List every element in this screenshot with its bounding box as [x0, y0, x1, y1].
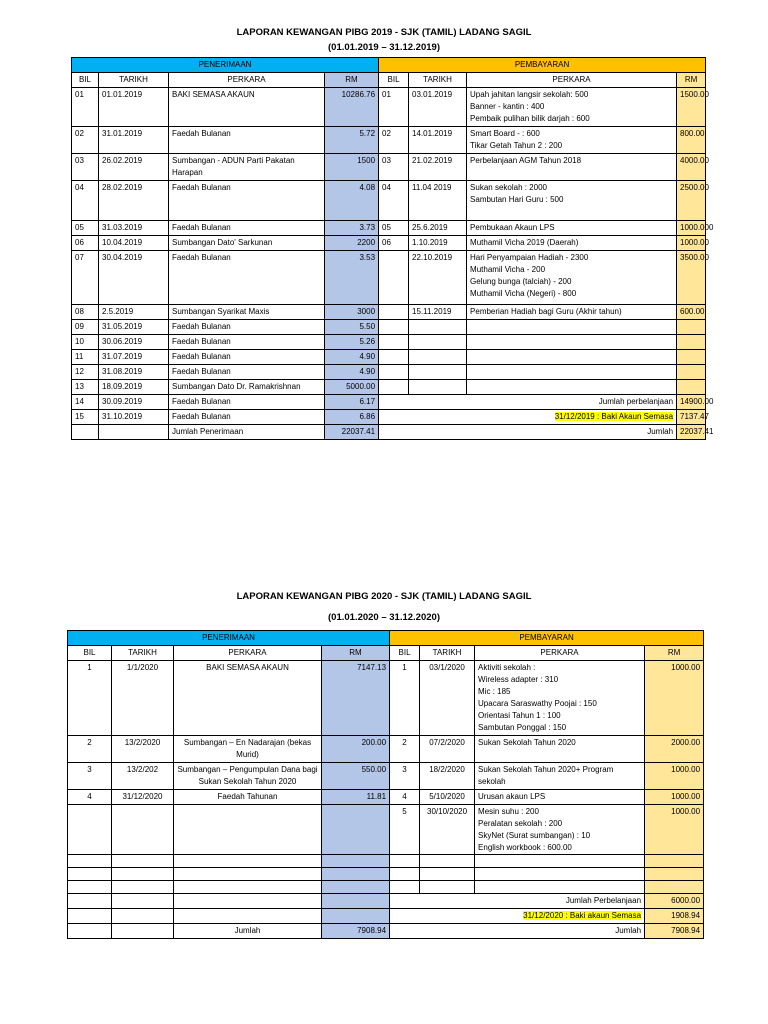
payment-amount	[645, 855, 704, 868]
payment-amount: 1000.00	[645, 661, 704, 736]
receipt-date	[112, 868, 174, 881]
receipt-amount	[322, 805, 390, 855]
receipts-header: PENERIMAAN	[68, 631, 390, 646]
receipt-date: 1/1/2020	[112, 661, 174, 736]
payment-bil: 04	[379, 181, 409, 221]
payment-amount: 1500.00	[677, 88, 706, 127]
receipt-amount: 5.50	[325, 320, 379, 335]
receipt-bil	[68, 894, 112, 909]
payment-amount: 1000.00	[645, 805, 704, 855]
payment-date: 22.10.2019	[409, 251, 467, 305]
receipt-bil: 02	[72, 127, 99, 154]
receipt-item	[174, 909, 322, 924]
receipt-bil: 1	[68, 661, 112, 736]
payment-item-line: Sukan sekolah : 2000	[470, 183, 547, 192]
table-row	[72, 425, 706, 440]
payment-summary-text: Jumlah Perbelanjaan	[565, 896, 642, 905]
receipt-date: 28.02.2019	[99, 181, 169, 221]
receipt-amount	[322, 894, 390, 909]
payment-item-line: Pembaik pulihan bilik darjah : 600	[470, 114, 590, 123]
receipt-amount	[322, 868, 390, 881]
payment-bil: 1	[390, 661, 420, 736]
table-row	[72, 181, 706, 221]
table-row	[68, 763, 704, 790]
receipt-item: Sumbangan - ADUN Parti Pakatan Harapan	[169, 154, 325, 181]
payment-summary-label	[379, 425, 677, 440]
receipt-item: Sumbangan – En Nadarajan (bekas Murid)	[174, 736, 322, 763]
receipts-header: PENERIMAAN	[72, 58, 379, 73]
payment-item	[467, 251, 677, 305]
payment-item-line: Pemberian Hadiah bagi Guru (Akhir tahun)	[470, 307, 622, 316]
col-bil: BIL	[72, 73, 99, 88]
table-row	[72, 221, 706, 236]
payment-item-line: Sambutan Hari Guru : 500	[470, 195, 564, 204]
payment-bil	[379, 305, 409, 320]
payment-amount: 1000.000	[677, 221, 706, 236]
payment-bil: 05	[379, 221, 409, 236]
receipt-amount	[322, 909, 390, 924]
payment-bil: 2	[390, 736, 420, 763]
table-row	[68, 855, 704, 868]
payment-summary-label	[390, 924, 645, 939]
payment-bil	[379, 335, 409, 350]
receipt-amount: 4.90	[325, 365, 379, 380]
receipt-amount: 7908.94	[322, 924, 390, 939]
payments-header: PEMBAYARAN	[390, 631, 704, 646]
report-2020-title: LAPORAN KEWANGAN PIBG 2020 - SJK (TAMIL) LADANG SAGIL	[236, 591, 532, 602]
payment-bil	[379, 251, 409, 305]
payment-item-line: Muthamil Vicha - 200	[470, 265, 546, 274]
payment-item	[467, 305, 677, 320]
payment-amount: 6000.00	[645, 894, 704, 909]
table-row	[72, 365, 706, 380]
payment-item-line: Peralatan sekolah : 200	[478, 819, 563, 828]
receipt-date	[112, 855, 174, 868]
payment-amount	[645, 881, 704, 894]
receipt-date	[112, 894, 174, 909]
receipt-bil: 05	[72, 221, 99, 236]
payment-amount	[677, 380, 706, 395]
payment-item	[467, 236, 677, 251]
payment-item	[467, 127, 677, 154]
receipt-date	[112, 881, 174, 894]
receipt-item: Faedah Bulanan	[169, 410, 325, 425]
payment-amount	[677, 365, 706, 380]
receipt-bil: 13	[72, 380, 99, 395]
col-perkara: PERKARA	[169, 73, 325, 88]
payment-amount: 7908.94	[645, 924, 704, 939]
payment-amount: 2500.00	[677, 181, 706, 221]
receipt-date: 10.04.2019	[99, 236, 169, 251]
receipt-amount: 3000	[325, 305, 379, 320]
receipt-item: Faedah Bulanan	[169, 251, 325, 305]
payment-date	[420, 868, 475, 881]
table-row	[68, 805, 704, 855]
receipt-item: Faedah Bulanan	[169, 320, 325, 335]
receipt-item: Jumlah Penerimaan	[169, 425, 325, 440]
payment-date	[420, 881, 475, 894]
table-row	[68, 894, 704, 909]
receipt-bil: 2	[68, 736, 112, 763]
payment-item	[475, 736, 645, 763]
payment-bil: 03	[379, 154, 409, 181]
table-row	[68, 881, 704, 894]
receipt-item: Faedah Bulanan	[169, 221, 325, 236]
receipt-date: 26.02.2019	[99, 154, 169, 181]
payment-amount	[645, 868, 704, 881]
col-tarikh: TARIKH	[99, 73, 169, 88]
receipt-item	[174, 805, 322, 855]
payment-date: 18/2/2020	[420, 763, 475, 790]
payment-item-line: Aktiviti sekolah :	[478, 663, 536, 672]
col-tarikh: TARIKH	[420, 646, 475, 661]
payment-amount: 22037.41	[677, 425, 706, 440]
payment-item-line: Mesin suhu : 200	[478, 807, 539, 816]
payment-amount: 1000.00	[677, 236, 706, 251]
receipt-bil: 08	[72, 305, 99, 320]
payment-item-line: Smart Board - : 600	[470, 129, 540, 138]
receipt-amount: 5000.00	[325, 380, 379, 395]
receipt-date: 13/2/2020	[112, 736, 174, 763]
receipt-date	[112, 805, 174, 855]
receipt-item: Faedah Bulanan	[169, 350, 325, 365]
payment-amount	[677, 320, 706, 335]
payment-date: 14.01.2019	[409, 127, 467, 154]
payment-amount: 600.00	[677, 305, 706, 320]
receipt-date: 30.06.2019	[99, 335, 169, 350]
receipt-date: 31.05.2019	[99, 320, 169, 335]
receipt-amount: 22037.41	[325, 425, 379, 440]
receipt-amount: 4.90	[325, 350, 379, 365]
payment-item-line: Muthamil Vicha (Negeri) - 800	[470, 289, 577, 298]
receipt-item: Sumbangan – Pengumpulan Dana bagi Sukan Sekolah Tahun 2020	[174, 763, 322, 790]
payment-item	[475, 805, 645, 855]
receipt-item: Sumbangan Dato Dr. Ramakrishnan	[169, 380, 325, 395]
payment-amount: 4000.00	[677, 154, 706, 181]
table-row	[72, 236, 706, 251]
receipt-amount: 6.17	[325, 395, 379, 410]
receipt-bil	[68, 924, 112, 939]
receipt-date: 31.08.2019	[99, 365, 169, 380]
payment-summary-text: Jumlah perbelanjaan	[598, 397, 674, 406]
table-row	[68, 790, 704, 805]
receipt-item: Faedah Bulanan	[169, 395, 325, 410]
table-row	[68, 924, 704, 939]
receipt-date: 31/12/2020	[112, 790, 174, 805]
payment-bil: 4	[390, 790, 420, 805]
payment-date	[409, 350, 467, 365]
payment-item	[475, 868, 645, 881]
receipt-bil: 04	[72, 181, 99, 221]
receipt-bil: 14	[72, 395, 99, 410]
receipt-date: 30.09.2019	[99, 395, 169, 410]
receipt-amount: 3.53	[325, 251, 379, 305]
payment-item-line: Banner - kantin : 400	[470, 102, 545, 111]
table-row	[68, 661, 704, 736]
payment-item-line: Mic : 185	[478, 687, 511, 696]
table-row	[68, 868, 704, 881]
col-tarikh: TARIKH	[112, 646, 174, 661]
receipt-bil: 15	[72, 410, 99, 425]
col-rm: RM	[325, 73, 379, 88]
payment-item-line: Upacara Saraswathy Poojai : 150	[478, 699, 597, 708]
receipt-item	[174, 881, 322, 894]
payment-date: 03.01.2019	[409, 88, 467, 127]
report-2020-period: (01.01.2020 – 31.12.2020)	[328, 612, 440, 623]
report-2019-title: LAPORAN KEWANGAN PIBG 2019 - SJK (TAMIL) LADANG SAGIL	[236, 27, 532, 38]
payment-item	[467, 320, 677, 335]
receipt-amount: 7147.13	[322, 661, 390, 736]
receipt-bil: 09	[72, 320, 99, 335]
payments-header: PEMBAYARAN	[379, 58, 706, 73]
payment-date: 30/10/2020	[420, 805, 475, 855]
payment-item-line: Tikar Getah Tahun 2 : 200	[470, 141, 563, 150]
payment-amount	[677, 350, 706, 365]
receipt-date: 01.01.2019	[99, 88, 169, 127]
payment-summary-label	[390, 894, 645, 909]
col-perkara: PERKARA	[174, 646, 322, 661]
payment-date: 1.10.2019	[409, 236, 467, 251]
receipt-bil: 06	[72, 236, 99, 251]
table-row	[72, 350, 706, 365]
payment-bil: 3	[390, 763, 420, 790]
report-2019-table	[71, 57, 714, 440]
receipt-item	[174, 855, 322, 868]
payment-bil	[390, 868, 420, 881]
payment-item	[475, 881, 645, 894]
payment-item-line: SkyNet (Surat sumbangan) : 10	[478, 831, 591, 840]
payment-summary-label	[390, 909, 645, 924]
payment-amount: 800.00	[677, 127, 706, 154]
payment-item-line: Perbelanjaan AGM Tahun 2018	[470, 156, 582, 165]
payment-item	[475, 790, 645, 805]
receipt-bil	[68, 868, 112, 881]
receipt-bil: 07	[72, 251, 99, 305]
payment-item	[467, 365, 677, 380]
payment-amount: 2000.00	[645, 736, 704, 763]
payment-date: 15.11.2019	[409, 305, 467, 320]
payment-summary-text: 31/12/2020 : Baki akaun Semasa	[523, 911, 642, 920]
payment-item	[467, 335, 677, 350]
payment-item-line: Pembukaan Akaun LPS	[470, 223, 555, 232]
payment-date: 11.04 2019	[409, 181, 467, 221]
receipt-date: 13/2/202	[112, 763, 174, 790]
payment-item-line: Muthamil Vicha 2019 (Daerah)	[470, 238, 579, 247]
payment-amount: 7137.47	[677, 410, 706, 425]
payment-item-line: English workbook : 600.00	[478, 843, 572, 852]
payment-bil	[379, 365, 409, 380]
col-tarikh: TARIKH	[409, 73, 467, 88]
receipt-date: 31.07.2019	[99, 350, 169, 365]
receipt-item: Jumlah	[174, 924, 322, 939]
payment-item-line: Upah jahitan langsir sekolah: 500	[470, 90, 589, 99]
table-row	[72, 335, 706, 350]
payment-amount: 1000.00	[645, 763, 704, 790]
receipt-item: BAKI SEMASA AKAUN	[174, 661, 322, 736]
receipt-bil: 11	[72, 350, 99, 365]
receipt-date: 18.09.2019	[99, 380, 169, 395]
receipt-date: 31.03.2019	[99, 221, 169, 236]
col-rm: RM	[677, 73, 706, 88]
col-perkara: PERKARA	[467, 73, 677, 88]
payment-bil	[390, 855, 420, 868]
receipt-item: Faedah Bulanan	[169, 365, 325, 380]
receipt-amount: 200.00	[322, 736, 390, 763]
payment-item	[467, 380, 677, 395]
receipt-date: 31.10.2019	[99, 410, 169, 425]
payment-bil	[379, 380, 409, 395]
payment-item	[467, 154, 677, 181]
payment-summary-text: 31/12/2019 : Baki Akaun Semasa	[554, 412, 674, 421]
receipt-amount	[322, 881, 390, 894]
payment-item-line: Sambutan Ponggal : 150	[478, 723, 567, 732]
receipt-bil	[68, 805, 112, 855]
receipt-amount	[322, 855, 390, 868]
receipt-amount: 6.86	[325, 410, 379, 425]
payment-item	[467, 221, 677, 236]
receipt-amount: 1500	[325, 154, 379, 181]
payment-item-line: Sukan Sekolah Tahun 2020+ Program sekolah	[478, 765, 614, 786]
receipt-item: Sumbangan Dato' Sarkunan	[169, 236, 325, 251]
payment-amount: 1908.94	[645, 909, 704, 924]
payment-date	[409, 320, 467, 335]
payment-date	[409, 365, 467, 380]
receipt-date: 2.5.2019	[99, 305, 169, 320]
table-row	[72, 395, 706, 410]
table-row	[72, 320, 706, 335]
payment-item-line: Sukan Sekolah Tahun 2020	[478, 738, 576, 747]
receipt-amount: 11.81	[322, 790, 390, 805]
receipt-bil	[68, 855, 112, 868]
receipt-bil: 3	[68, 763, 112, 790]
receipt-amount: 3.73	[325, 221, 379, 236]
payment-date: 21.02.2019	[409, 154, 467, 181]
payment-item-line: Gelung bunga (talciah) - 200	[470, 277, 572, 286]
payment-item-line: Orientasi Tahun 1 : 100	[478, 711, 561, 720]
payment-date: 25.6.2019	[409, 221, 467, 236]
table-row	[72, 305, 706, 320]
payment-summary-label	[379, 395, 677, 410]
receipt-bil: 4	[68, 790, 112, 805]
payment-date	[409, 335, 467, 350]
payment-item-line: Hari Penyampaian Hadiah - 2300	[470, 253, 589, 262]
payment-date: 07/2/2020	[420, 736, 475, 763]
payment-bil: 06	[379, 236, 409, 251]
table-row	[72, 251, 706, 305]
receipt-item: Faedah Bulanan	[169, 335, 325, 350]
table-row	[72, 127, 706, 154]
payment-bil: 02	[379, 127, 409, 154]
receipt-date	[112, 924, 174, 939]
receipt-date	[99, 425, 169, 440]
payment-item	[467, 181, 677, 221]
receipt-bil	[72, 425, 99, 440]
payment-item	[475, 855, 645, 868]
payment-summary-label	[379, 410, 677, 425]
report-2020-table	[67, 630, 704, 939]
payment-bil: 01	[379, 88, 409, 127]
payment-item	[475, 763, 645, 790]
payment-item	[475, 661, 645, 736]
payment-bil	[379, 320, 409, 335]
table-row	[72, 380, 706, 395]
receipt-amount: 5.72	[325, 127, 379, 154]
receipt-item: Faedah Tahunan	[174, 790, 322, 805]
payment-amount: 1000.00	[645, 790, 704, 805]
col-rm: RM	[645, 646, 704, 661]
receipt-item: Faedah Bulanan	[169, 127, 325, 154]
table-row	[68, 736, 704, 763]
col-rm: RM	[322, 646, 390, 661]
receipt-amount: 5.26	[325, 335, 379, 350]
receipt-amount: 2200	[325, 236, 379, 251]
payment-amount	[677, 335, 706, 350]
receipt-item	[174, 868, 322, 881]
payment-amount: 3500.00	[677, 251, 706, 305]
payment-date: 03/1/2020	[420, 661, 475, 736]
payment-item-line: Urusan akaun LPS	[478, 792, 546, 801]
payment-summary-text: Jumlah	[615, 926, 642, 935]
receipt-item: BAKI SEMASA AKAUN	[169, 88, 325, 127]
table-row	[72, 88, 706, 127]
payment-summary-text: Jumlah	[647, 427, 674, 436]
payment-date: 5/10/2020	[420, 790, 475, 805]
receipt-date	[112, 909, 174, 924]
payment-bil	[379, 350, 409, 365]
receipt-date: 31.01.2019	[99, 127, 169, 154]
payment-item	[467, 350, 677, 365]
receipt-bil	[68, 881, 112, 894]
col-bil: BIL	[379, 73, 409, 88]
col-bil: BIL	[68, 646, 112, 661]
table-row	[72, 410, 706, 425]
report-2019-period: (01.01.2019 – 31.12.2019)	[328, 42, 440, 53]
receipt-item: Sumbangan Syarikat Maxis	[169, 305, 325, 320]
receipt-amount: 10286.76	[325, 88, 379, 127]
receipt-item	[174, 894, 322, 909]
receipt-bil: 12	[72, 365, 99, 380]
receipt-bil: 03	[72, 154, 99, 181]
receipt-bil: 01	[72, 88, 99, 127]
receipt-item: Faedah Bulanan	[169, 181, 325, 221]
payment-date	[409, 380, 467, 395]
receipt-amount: 550.00	[322, 763, 390, 790]
payment-item	[467, 88, 677, 127]
receipt-bil	[68, 909, 112, 924]
table-row	[68, 909, 704, 924]
table-row	[72, 154, 706, 181]
payment-bil: 5	[390, 805, 420, 855]
receipt-amount: 4.08	[325, 181, 379, 221]
payment-item-line: Wireless adapter : 310	[478, 675, 559, 684]
col-perkara: PERKARA	[475, 646, 645, 661]
receipt-date: 30.04.2019	[99, 251, 169, 305]
col-bil: BIL	[390, 646, 420, 661]
payment-amount: 14900.00	[677, 395, 706, 410]
payment-date	[420, 855, 475, 868]
receipt-bil: 10	[72, 335, 99, 350]
payment-bil	[390, 881, 420, 894]
